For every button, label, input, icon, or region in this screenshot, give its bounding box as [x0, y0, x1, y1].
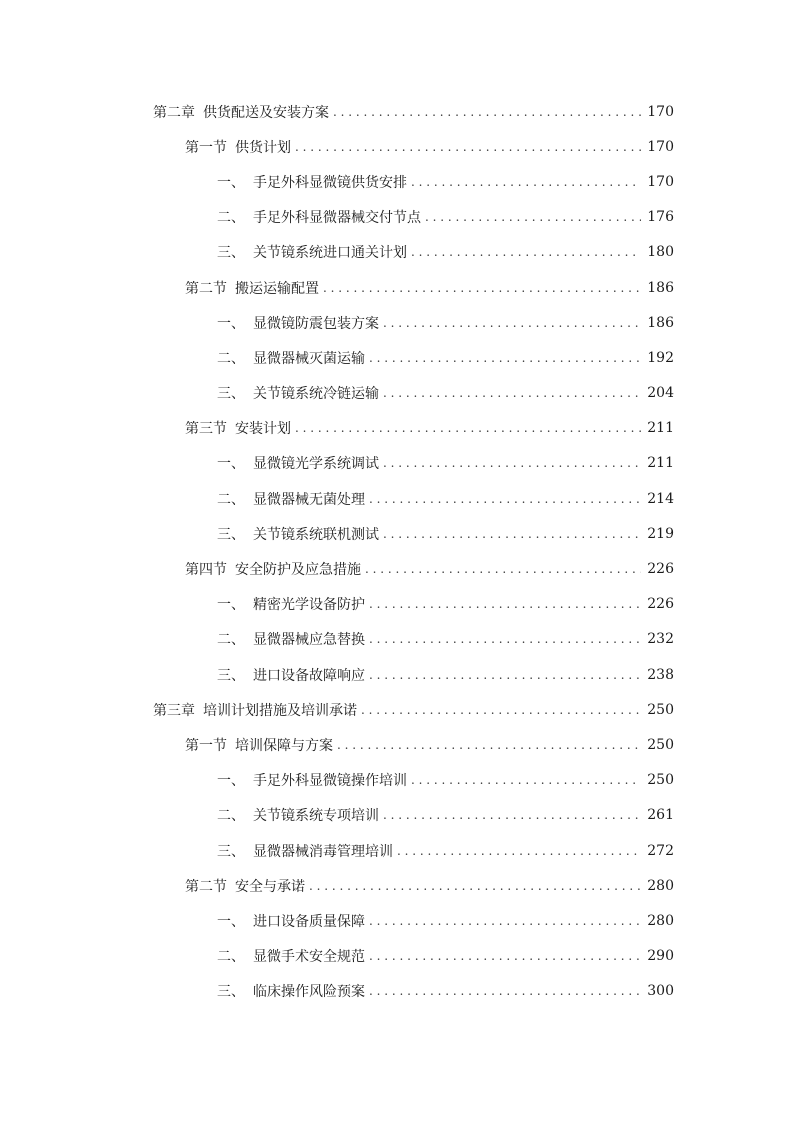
toc-entry-page-number: 211 — [647, 420, 674, 437]
dot-leader — [411, 175, 641, 189]
table-of-contents — [0, 94, 793, 1009]
toc-entry-level-3[interactable] — [0, 164, 793, 199]
toc-entry-page-number: 192 — [647, 349, 674, 366]
toc-entry-page-number: 211 — [647, 455, 674, 472]
toc-entry-page-number: 250 — [647, 701, 674, 718]
dot-leader — [369, 949, 641, 963]
toc-entry-page-number: 280 — [647, 912, 674, 929]
toc-entry-number: 三、 — [217, 667, 245, 684]
toc-entry-level-3[interactable] — [0, 481, 793, 516]
toc-entry-title: 安全防护及应急措施 — [235, 562, 361, 579]
dot-leader — [369, 597, 641, 611]
toc-entry-number: 三、 — [217, 984, 245, 1001]
toc-entry-title: 进口设备故障响应 — [253, 667, 365, 684]
toc-entry-number: 一、 — [217, 174, 245, 191]
toc-entry-page-number: 186 — [647, 314, 674, 331]
toc-entry-level-3[interactable] — [0, 939, 793, 974]
toc-entry-page-number: 219 — [647, 525, 674, 542]
toc-entry-page-number: 214 — [647, 490, 674, 507]
toc-entry-level-2[interactable] — [0, 868, 793, 903]
toc-entry-page-number: 176 — [647, 209, 674, 226]
toc-entry-number: 第四节 — [185, 562, 227, 579]
toc-entry-title: 手足外科显微镜操作培训 — [253, 773, 407, 790]
toc-entry-number: 三、 — [217, 526, 245, 543]
dot-leader — [425, 210, 641, 224]
toc-entry-title: 进口设备质量保障 — [253, 913, 365, 930]
toc-entry-title: 精密光学设备防护 — [253, 597, 365, 614]
toc-entry-page-number: 170 — [647, 138, 674, 155]
toc-entry-level-3[interactable] — [0, 376, 793, 411]
toc-entry-page-number: 261 — [647, 807, 674, 824]
toc-entry-title: 关节镜系统进口通关计划 — [253, 245, 407, 262]
toc-entry-number: 一、 — [217, 773, 245, 790]
toc-entry-page-number: 238 — [647, 666, 674, 683]
toc-entry-page-number: 290 — [647, 948, 674, 965]
dot-leader — [369, 351, 641, 365]
toc-entry-page-number: 300 — [647, 983, 674, 1000]
toc-entry-title: 关节镜系统冷链运输 — [253, 386, 379, 403]
toc-entry-title: 供货计划 — [235, 139, 291, 156]
dot-leader — [337, 738, 641, 752]
toc-entry-level-3[interactable] — [0, 200, 793, 235]
toc-entry-level-3[interactable] — [0, 657, 793, 692]
toc-entry-title: 显微器械灭菌运输 — [253, 350, 365, 367]
toc-entry-page-number: 170 — [647, 173, 674, 190]
toc-entry-title: 显微器械消毒管理培训 — [253, 843, 393, 860]
toc-entry-level-2[interactable] — [0, 727, 793, 762]
toc-entry-number: 第二节 — [185, 878, 227, 895]
toc-entry-page-number: 272 — [647, 842, 674, 859]
toc-entry-title: 手足外科显微镜供货安排 — [253, 174, 407, 191]
toc-entry-level-3[interactable] — [0, 833, 793, 868]
toc-entry-level-2[interactable] — [0, 270, 793, 305]
toc-entry-number: 二、 — [217, 949, 245, 966]
toc-entry-page-number: 226 — [647, 561, 674, 578]
dot-leader — [295, 140, 641, 154]
toc-entry-title: 关节镜系统联机测试 — [253, 526, 379, 543]
dot-leader — [309, 879, 641, 893]
toc-entry-title: 显微手术安全规范 — [253, 949, 365, 966]
toc-entry-number: 第三节 — [185, 421, 227, 438]
dot-leader — [295, 421, 641, 435]
toc-entry-page-number: 204 — [647, 385, 674, 402]
toc-entry-level-1[interactable] — [0, 94, 793, 129]
toc-entry-title: 显微器械无菌处理 — [253, 491, 365, 508]
toc-entry-level-3[interactable] — [0, 340, 793, 375]
toc-entry-page-number: 186 — [647, 279, 674, 296]
toc-entry-number: 三、 — [217, 386, 245, 403]
toc-entry-title: 培训计划措施及培训承诺 — [203, 702, 357, 719]
toc-entry-number: 二、 — [217, 632, 245, 649]
toc-entry-number: 第三章 — [153, 702, 195, 719]
dot-leader — [383, 316, 641, 330]
dot-leader — [383, 527, 641, 541]
toc-entry-level-1[interactable] — [0, 692, 793, 727]
toc-entry-number: 一、 — [217, 456, 245, 473]
toc-entry-level-2[interactable] — [0, 551, 793, 586]
dot-leader — [397, 844, 641, 858]
toc-entry-title: 显微镜光学系统调试 — [253, 456, 379, 473]
toc-entry-number: 第一节 — [185, 139, 227, 156]
dot-leader — [365, 562, 641, 576]
toc-entry-number: 一、 — [217, 913, 245, 930]
dot-leader — [369, 492, 641, 506]
dot-leader — [383, 456, 641, 470]
toc-entry-level-3[interactable] — [0, 587, 793, 622]
toc-entry-page-number: 170 — [647, 103, 674, 120]
dot-leader — [383, 808, 641, 822]
dot-leader — [369, 632, 641, 646]
toc-entry-page-number: 250 — [647, 772, 674, 789]
toc-entry-level-3[interactable] — [0, 235, 793, 270]
toc-entry-level-3[interactable] — [0, 516, 793, 551]
toc-entry-title: 关节镜系统专项培训 — [253, 808, 379, 825]
toc-entry-level-3[interactable] — [0, 763, 793, 798]
toc-entry-level-3[interactable] — [0, 305, 793, 340]
toc-entry-title: 搬运运输配置 — [235, 280, 319, 297]
toc-entry-title: 培训保障与方案 — [235, 737, 333, 754]
dot-leader — [369, 984, 641, 998]
toc-entry-title: 安全与承诺 — [235, 878, 305, 895]
toc-entry-page-number: 226 — [647, 596, 674, 613]
toc-entry-page-number: 232 — [647, 631, 674, 648]
dot-leader — [383, 386, 641, 400]
dot-leader — [323, 281, 641, 295]
toc-entry-level-3[interactable] — [0, 798, 793, 833]
dot-leader — [369, 914, 641, 928]
toc-entry-title: 供货配送及安装方案 — [203, 104, 329, 121]
toc-entry-level-3[interactable] — [0, 974, 793, 1009]
toc-entry-page-number: 250 — [647, 736, 674, 753]
toc-entry-number: 二、 — [217, 210, 245, 227]
toc-entry-title: 临床操作风险预案 — [253, 984, 365, 1001]
toc-entry-title: 安装计划 — [235, 421, 291, 438]
toc-entry-title: 显微器械应急替换 — [253, 632, 365, 649]
toc-entry-level-3[interactable] — [0, 446, 793, 481]
toc-entry-number: 三、 — [217, 843, 245, 860]
dot-leader — [369, 668, 641, 682]
toc-entry-number: 二、 — [217, 808, 245, 825]
toc-entry-number: 三、 — [217, 245, 245, 262]
toc-entry-number: 第二节 — [185, 280, 227, 297]
dot-leader — [333, 105, 641, 119]
toc-entry-level-3[interactable] — [0, 622, 793, 657]
toc-entry-level-2[interactable] — [0, 129, 793, 164]
toc-entry-title: 显微镜防震包装方案 — [253, 315, 379, 332]
toc-entry-title: 手足外科显微器械交付节点 — [253, 210, 421, 227]
dot-leader — [411, 245, 641, 259]
toc-entry-number: 第一节 — [185, 737, 227, 754]
dot-leader — [361, 703, 641, 717]
toc-entry-level-3[interactable] — [0, 903, 793, 938]
toc-entry-number: 第二章 — [153, 104, 195, 121]
toc-entry-level-2[interactable] — [0, 411, 793, 446]
toc-entry-number: 二、 — [217, 350, 245, 367]
toc-entry-number: 一、 — [217, 315, 245, 332]
toc-entry-number: 一、 — [217, 597, 245, 614]
toc-entry-page-number: 280 — [647, 877, 674, 894]
toc-entry-number: 二、 — [217, 491, 245, 508]
toc-entry-page-number: 180 — [647, 244, 674, 261]
dot-leader — [411, 773, 641, 787]
